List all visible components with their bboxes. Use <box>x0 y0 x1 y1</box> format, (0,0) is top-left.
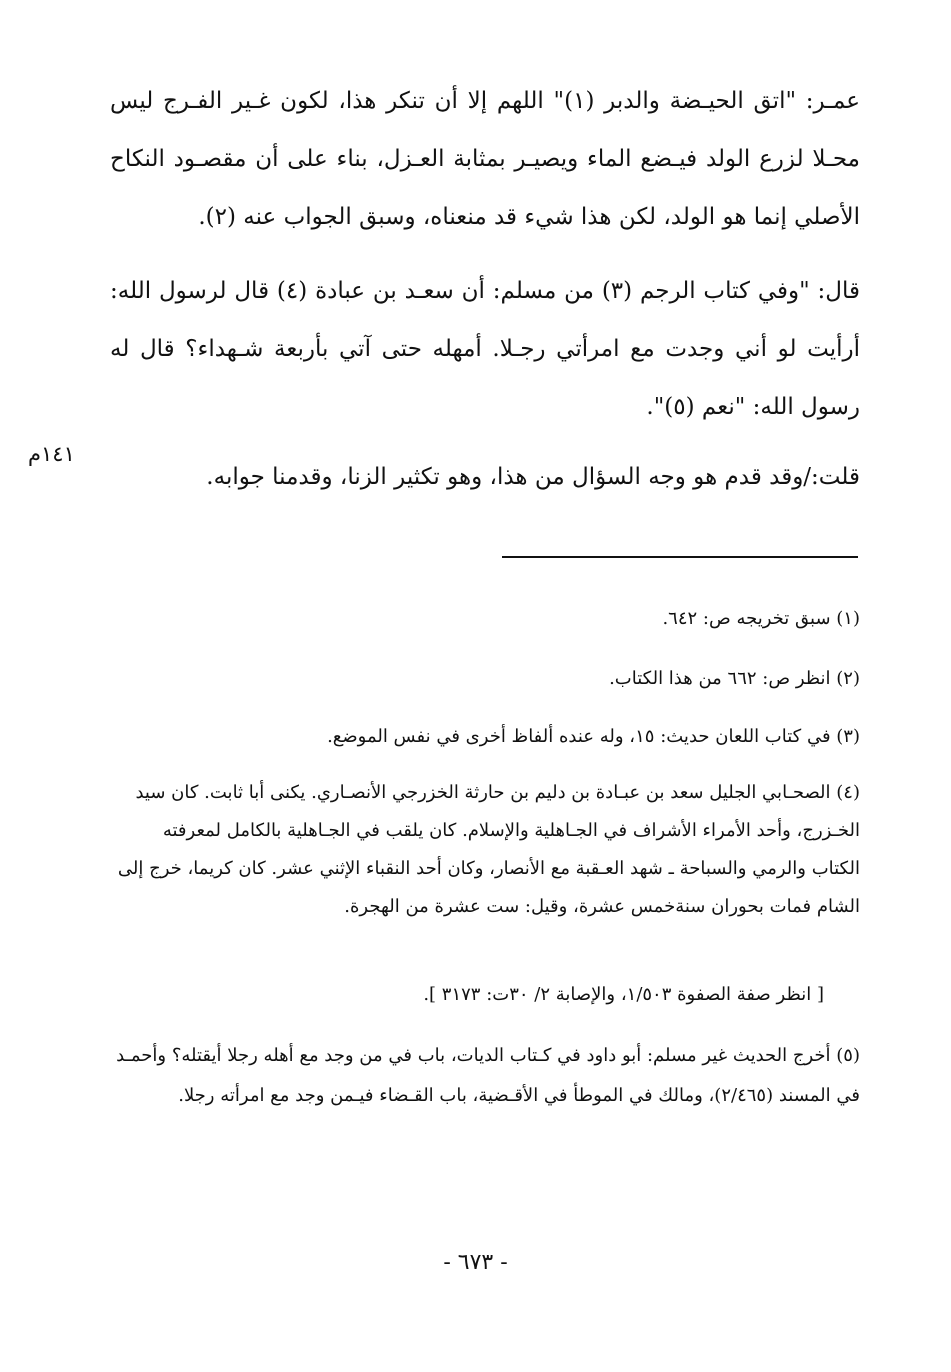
main-text-2 <box>110 262 860 436</box>
paragraph-2: قال: "وفي كتاب الرجم (٣) من مسلم: أن سعـد بن عبادة (٤) قال لرسول الله: أرأيت لو أني وجدت مع امرأتي رجـلا. أمهله حتى آتي بأربعة شـهداء؟ قال له رسول الله: "نعم (٥)". <box>110 278 860 420</box>
footnote-4-reference <box>110 978 860 1012</box>
footnote-5 <box>110 1036 860 1116</box>
footnote-1 <box>110 602 860 636</box>
footnote-2 <box>110 662 860 696</box>
paragraph-3: قلت:/وقد قدم هو وجه السؤال من هذا، وهو تكثير الزنا، وقدمنا جوابه. <box>206 464 860 490</box>
footnote-3 <box>110 720 860 754</box>
footnote-divider <box>502 556 858 558</box>
footnote-5-text: (٥) أخرج الحديث غير مسلم: أبو داود في كـتاب الديات، باب في من وجد مع أهله رجلا أيقتله؟ وأحمـد في المسند (٢/٤٦٥)، ومالك في الموطأ في الأقـضية، باب القـضاء فيـمن وجد مع امرأته رجلا. <box>116 1045 860 1106</box>
footnote-4-ref-text: [ انظر صفة الصفوة ١/٥٠٣، والإصابة ٢/ ٣٠ت: ٣١٧٣ ]. <box>423 984 824 1005</box>
footnote-4 <box>110 774 860 926</box>
main-text-3 <box>110 448 860 506</box>
footnote-4-text: (٤) الصحـابي الجليل سعد بن عبـادة بن دليم بن حارثة الخزرجي الأنصـاري. يكنى أبا ثابت. كان سيد الخـزرج، وأحد الأمراء الأشراف في الجـاهلية والإسلام. كان يلقب في الجـاهلية بالكامل لمعرفته الكتاب والرمي والسباحة ـ شهد العـقبة مع الأنصار، وكان أحد النقباء الإثني عشر. كان كريما، خرج إلى الشام فمات بحوران سنةخمس عشرة، وقيل: ست عشرة من الهجرة. <box>117 782 860 917</box>
footnote-1-text: (١) سبق تخريجه ص: ٦٤٢. <box>662 608 860 629</box>
footnote-2-text: (٢) انظر ص: ٦٦٢ من هذا الكتاب. <box>609 668 860 689</box>
paragraph-1: عمـر: "اتق الحيـضة والدبر (١)" اللهم إلا أن تنكر هذا، لكون غـير الفـرج ليس محـلا لزرع الولد فيـضع الماء ويصيـر بمثابة العـزل، بناء على أن مقصـود النكاح الأصلي إنما هو الولد، لكن هذا شيء قد منعناه، وسبق الجواب عنه (٢). <box>110 88 860 230</box>
main-text <box>110 72 860 246</box>
footnote-3-text: (٣) في كتاب اللعان حديث: ١٥، وله عنده ألفاظ أخرى في نفس الموضع. <box>327 726 860 747</box>
page-number: - ٦٧٣ - <box>443 1250 508 1275</box>
margin-manuscript-marker: ١٤١م <box>28 442 75 466</box>
